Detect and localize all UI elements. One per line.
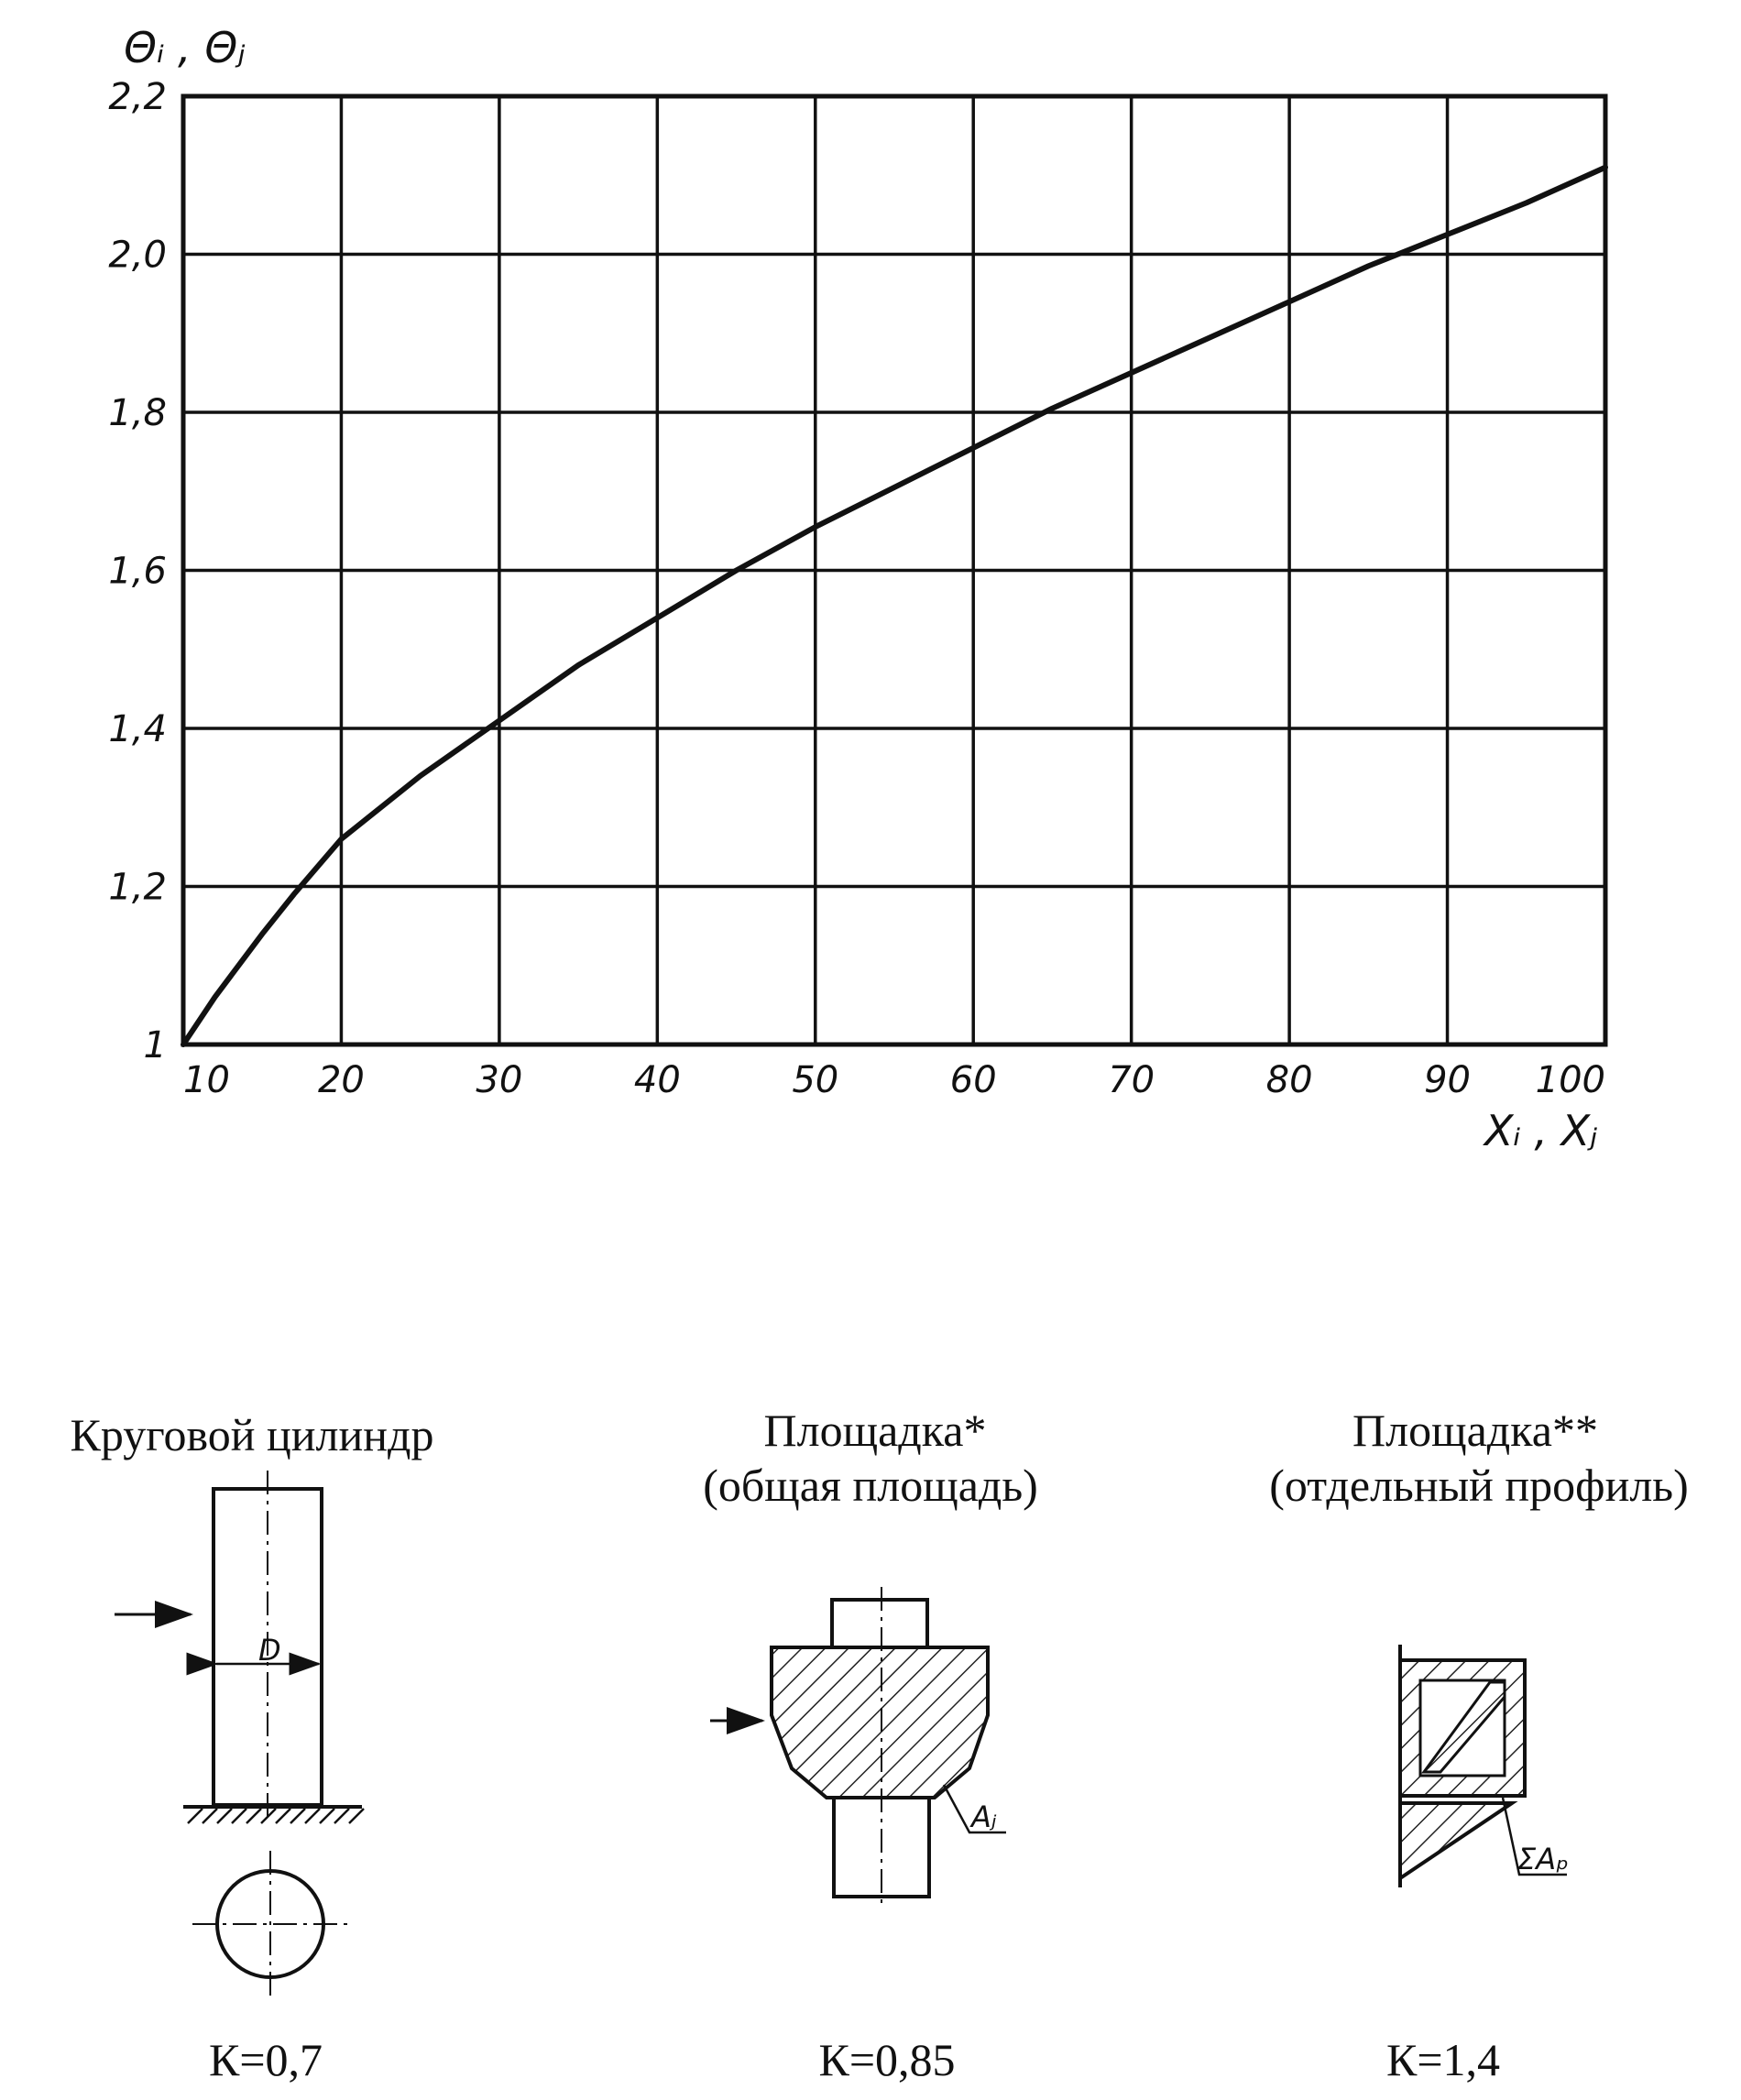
x-axis-label: Xᵢ , Xⱼ (1484, 1106, 1598, 1155)
ground-hatch (188, 1809, 364, 1823)
y-tick-label: 1,2 (108, 866, 167, 909)
y-tick-label: 1,4 (108, 708, 167, 750)
x-tick-label: 80 (1265, 1059, 1313, 1101)
k-value-3: К=1,4 (1385, 2034, 1501, 2085)
ground-hatch-mark (290, 1809, 305, 1823)
figure-2-title-line-2: (общая площадь) (703, 1460, 1038, 1511)
ground-hatch-mark (217, 1809, 232, 1823)
figure-platform-total-area (703, 1405, 1038, 2085)
y-axis-label: Θᵢ , Θⱼ (124, 23, 246, 72)
y-tick-label: 1,6 (108, 550, 167, 593)
x-tick-label: 70 (1108, 1059, 1155, 1101)
ground-hatch-mark (349, 1809, 364, 1823)
chart (108, 23, 1605, 1155)
x-tick-label: 10 (183, 1059, 230, 1101)
figure-3-title-line-2: (отдельный профиль) (1269, 1460, 1689, 1511)
k-value-2: К=0,85 (818, 2034, 956, 2085)
ground-hatch-mark (305, 1809, 320, 1823)
grid-lines (183, 96, 1605, 1045)
k-value-1: К=0,7 (208, 2034, 323, 2085)
area-label-sum-a-p: ΣAₚ (1517, 1842, 1569, 1876)
ground-hatch-mark (203, 1809, 217, 1823)
x-tick-labels (183, 1059, 1605, 1101)
profile-wedge (1400, 1803, 1512, 1878)
x-tick-label: 90 (1424, 1059, 1472, 1101)
figure-circular-cylinder (71, 1409, 434, 2085)
ground-hatch-mark (246, 1809, 261, 1823)
upper-stem (832, 1600, 927, 1647)
dimension-label-d: D (258, 1633, 281, 1668)
y-tick-labels (108, 76, 167, 1066)
figure-platform-separate-profile (1269, 1405, 1689, 2085)
x-tick-label: 20 (317, 1059, 365, 1101)
area-label-a-j: Aⱼ (971, 1799, 997, 1834)
ground-hatch-mark (320, 1809, 334, 1823)
x-tick-label: 50 (792, 1059, 839, 1101)
platform-body (772, 1647, 988, 1798)
ground-hatch-mark (334, 1809, 349, 1823)
figure-3-title-line-1: Площадка** (1352, 1405, 1598, 1456)
y-tick-label: 1,8 (108, 392, 167, 434)
figure-1-title: Круговой цилиндр (70, 1409, 434, 1460)
y-tick-label: 2,2 (108, 76, 167, 118)
series-line (183, 168, 1605, 1045)
y-tick-label: 1 (143, 1024, 167, 1066)
x-tick-label: 30 (476, 1059, 523, 1101)
ground-hatch-mark (232, 1809, 246, 1823)
y-tick-label: 2,0 (108, 234, 167, 277)
ground-hatch-mark (188, 1809, 203, 1823)
figure-2-title-line-1: Площадка* (763, 1405, 987, 1456)
x-tick-label: 100 (1535, 1059, 1605, 1101)
ground-hatch-mark (276, 1809, 290, 1823)
x-tick-label: 40 (633, 1059, 681, 1101)
x-tick-label: 60 (949, 1059, 997, 1101)
